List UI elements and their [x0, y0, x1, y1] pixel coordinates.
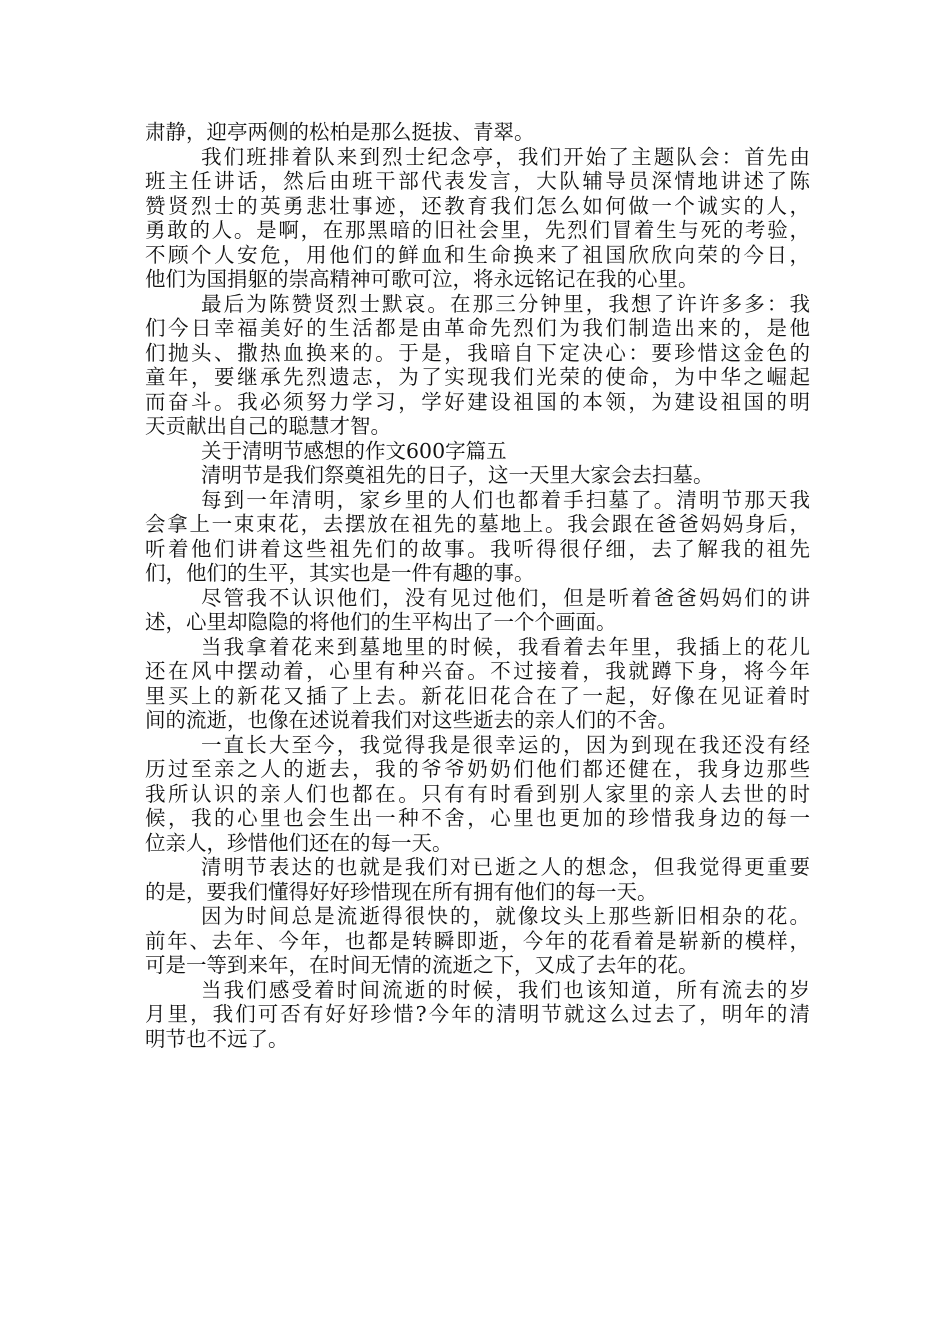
text-line: 明节也不远了。 — [145, 1026, 289, 1051]
text-line: 清明节表达的也就是我们对已逝之人的想念，但我觉得更重要 — [201, 855, 810, 879]
text-line: 赞贤烈士的英勇悲壮事迹，还教育我们怎么如何做一个诚实的人， — [145, 193, 810, 218]
text-line: 我们班排着队来到烈士纪念亭，我们开始了主题队会：首先由 — [201, 144, 810, 169]
paragraph-p11 — [145, 904, 810, 978]
paragraph-p4 — [145, 439, 810, 464]
text-line: 一直长大至今，我觉得我是很幸运的，因为到现在我还没有经 — [201, 732, 810, 757]
text-line: 尽管我不认识他们，没有见过他们，但是听着爸爸妈妈们的讲 — [201, 585, 810, 610]
text-line: 最后为陈赞贤烈士默哀。在那三分钟里，我想了许许多多：我 — [201, 291, 810, 316]
text-line: 会拿上一束束花，去摆放在祖先的墓地上。我会跟在爸爸妈妈身后， — [145, 512, 810, 536]
paragraph-p1 — [145, 120, 810, 145]
text-line: 可是一等到来年，在时间无情的流逝之下，又成了去年的花。 — [145, 953, 699, 977]
text-line: 因为时间总是流逝得很快的，就像坟头上那些新旧相杂的花。 — [201, 904, 810, 928]
text-line: 前年、去年、今年，也都是转瞬即逝，今年的花看着是崭新的模样， — [145, 928, 810, 953]
text-line: 历过至亲之人的逝去，我的爷爷奶奶们他们都还健在，我身边那些 — [145, 757, 810, 781]
text-line: 班主任讲话，然后由班干部代表发言，大队辅导员深情地讲述了陈 — [145, 169, 810, 193]
text-line: 里买上的新花又插了上去。新花旧花合在了一起，好像在见证着时 — [145, 683, 810, 708]
text-line: 清明节是我们祭奠祖先的日子，这一天里大家会去扫墓。 — [201, 463, 714, 487]
text-line: 每到一年清明，家乡里的人们也都着手扫墓了。清明节那天我 — [201, 487, 810, 512]
text-line: 月里，我们可否有好好珍惜?今年的清明节就这么过去了，明年的清 — [145, 1002, 810, 1026]
paragraph-p6 — [145, 488, 810, 586]
text-line: 而奋斗。我必须努力学习，学好建设祖国的本领，为建设祖国的明 — [145, 389, 810, 414]
text-line: 不顾个人安危，用他们的鲜血和生命换来了祖国欣欣向荣的今日， — [145, 242, 810, 267]
text-line: 间的流逝，也像在述说着我们对这些逝去的亲人们的不舍。 — [145, 708, 678, 732]
text-line: 他们为国捐躯的崇高精神可歌可泣，将永远铭记在我的心里。 — [145, 267, 699, 291]
text-line: 当我拿着花来到墓地里的时候，我看着去年里，我插上的花儿 — [201, 634, 810, 659]
text-line: 听着他们讲着这些祖先们的故事。我听得很仔细，去了解我的祖先 — [145, 536, 810, 561]
text-line: 们，他们的生平，其实也是一件有趣的事。 — [145, 561, 535, 585]
document-page — [145, 120, 810, 1051]
text-line: 们今日幸福美好的生活都是由革命先烈们为我们制造出来的，是他 — [145, 316, 810, 340]
paragraph-p12 — [145, 978, 810, 1052]
paragraph-p3 — [145, 292, 810, 439]
paragraph-p9 — [145, 733, 810, 856]
text-line: 述，心里却隐隐的将他们的生平构出了一个个画面。 — [145, 610, 617, 634]
paragraph-p2 — [145, 145, 810, 292]
text-line: 天贡献出自己的聪慧才智。 — [145, 414, 391, 438]
text-line: 肃静，迎亭两侧的松柏是那么挺拔、青翠。 — [145, 120, 535, 144]
text-line: 童年，要继承先烈遗志，为了实现我们光荣的使命，为中华之崛起 — [145, 365, 810, 389]
paragraph-p10 — [145, 855, 810, 904]
paragraph-p8 — [145, 635, 810, 733]
paragraph-p5 — [145, 463, 810, 488]
text-line: 当我们感受着时间流逝的时候，我们也该知道，所有流去的岁 — [201, 977, 810, 1002]
text-line: 勇敢的人。是啊，在那黑暗的旧社会里，先烈们冒着生与死的考验， — [145, 218, 810, 242]
paragraph-p7 — [145, 586, 810, 635]
text-line: 们抛头、撒热血换来的。于是，我暗自下定决心：要珍惜这金色的 — [145, 340, 810, 365]
text-line: 的是，要我们懂得好好珍惜现在所有拥有他们的每一天。 — [145, 879, 658, 904]
text-line: 还在风中摆动着，心里有种兴奋。不过接着，我就蹲下身，将今年 — [145, 659, 810, 683]
text-line: 位亲人，珍惜他们还在的每一天。 — [145, 830, 453, 855]
text-line: 我所认识的亲人们也都在。只有有时看到别人家里的亲人去世的时 — [145, 781, 810, 806]
text-line: 候，我的心里也会生出一种不舍，心里也更加的珍惜我身边的每一 — [145, 806, 810, 830]
text-line: 关于清明节感想的作文600字篇五 — [201, 438, 507, 463]
